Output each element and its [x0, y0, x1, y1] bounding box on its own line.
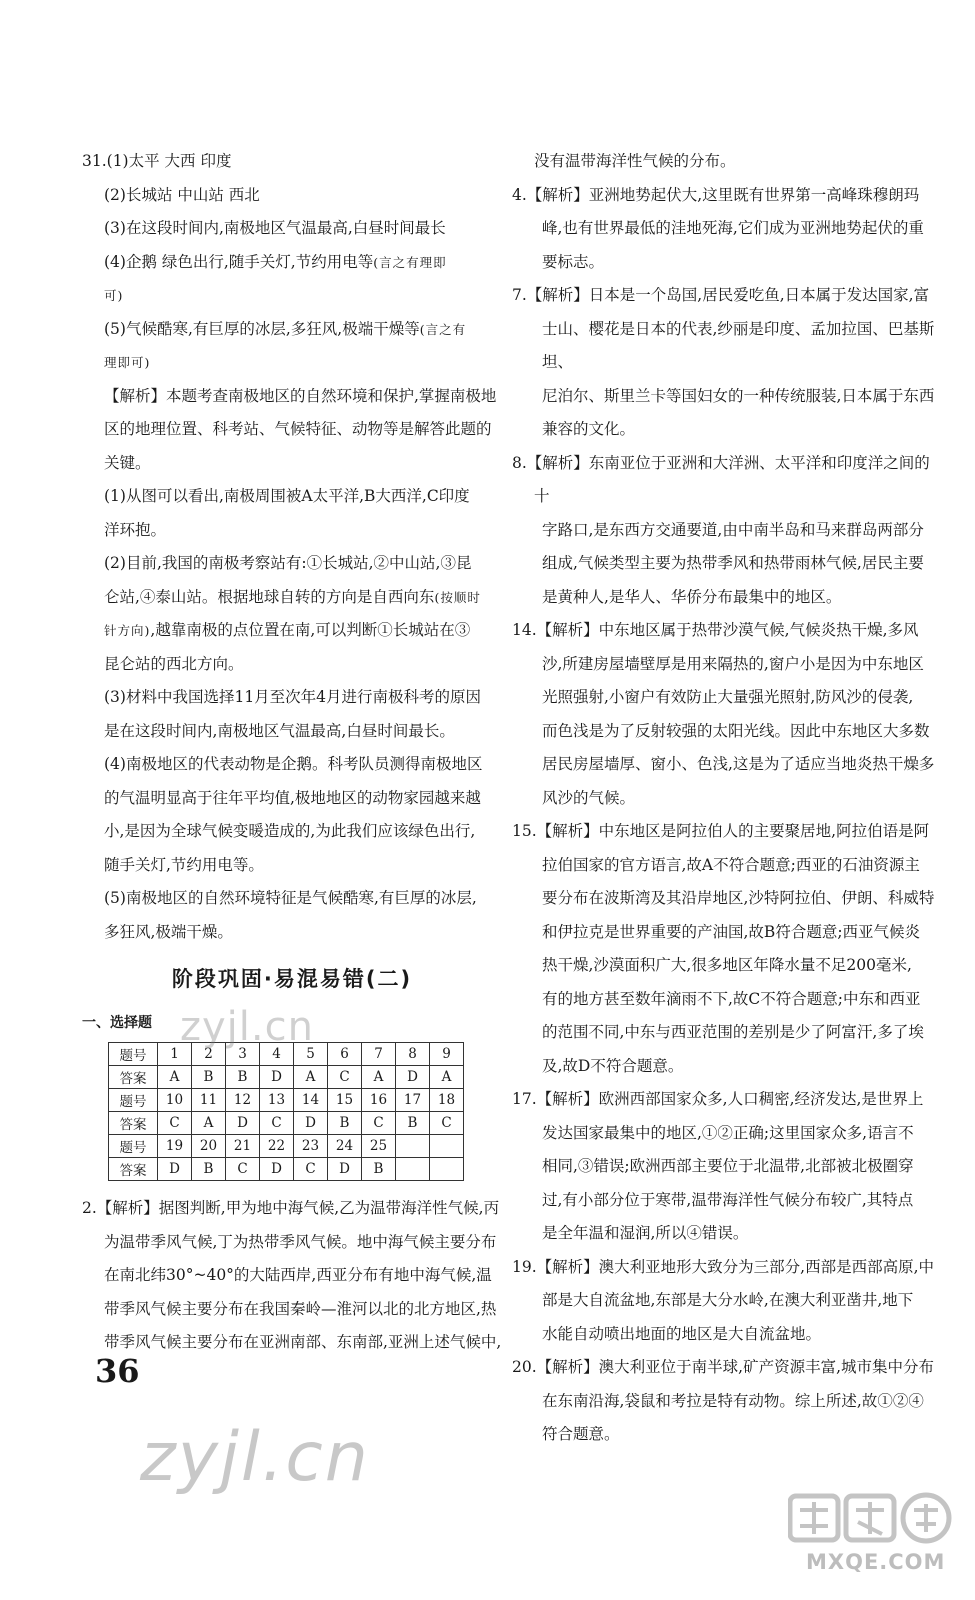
q31-part2: (2)长城站 中山站 西北 — [104, 185, 260, 204]
explanation-line: 是全年温和湿润,所以④错误。 — [542, 1224, 749, 1242]
table-cell: 9 — [430, 1043, 464, 1066]
watermark-logo-icon — [788, 1488, 953, 1548]
explanation-line: 要分布在波斯湾及其沿岸地区,沙特阿拉伯、伊朗、科威特 — [542, 889, 935, 907]
table-cell: 19 — [158, 1135, 192, 1158]
table-cell: D — [396, 1066, 430, 1089]
table-cell: 2 — [192, 1043, 226, 1066]
explanation-line: 部是大自流盆地,东部是大分水岭,在澳大利亚凿井,地下 — [542, 1291, 914, 1309]
table-cell: C — [362, 1112, 396, 1135]
explain-line: 针方向),越靠南极的点位置在南,可以判断①长城站在③ — [104, 621, 471, 639]
explanation-line: 过,有小部分位于寒带,温带海洋性气候分布较广,其特点 — [542, 1190, 914, 1209]
table-cell: A — [192, 1112, 226, 1135]
table-cell: A — [158, 1066, 192, 1089]
table-cell: 13 — [260, 1089, 294, 1112]
table-row-header: 题号 — [109, 1135, 158, 1158]
table-cell: B — [362, 1158, 396, 1181]
table-cell: D — [260, 1158, 294, 1181]
explain-line: 的气温明显高于往年平均值,极地地区的动物家园越来越 — [104, 788, 481, 807]
explanation-line: 7.【解析】日本是一个岛国,居民爱吃鱼,日本属于发达国家,富 — [512, 286, 930, 304]
table-cell: 25 — [362, 1135, 396, 1158]
table-cell: 23 — [294, 1135, 328, 1158]
explain-line: 仑站,④泰山站。根据地球自转的方向是自西向东(按顺时 — [104, 587, 481, 606]
table-cell: 3 — [226, 1043, 260, 1066]
table-row-header: 答案 — [109, 1112, 158, 1135]
table-cell: 24 — [328, 1135, 362, 1158]
explanation-line: 居民房屋墙厚、窗小、色浅,这是为了适应当地炎热干燥多 — [542, 755, 935, 773]
explanation-line: 17.【解析】欧洲西部国家众多,人口稠密,经济发达,是世界上 — [512, 1090, 924, 1108]
analysis-line: 区的地理位置、科考站、气候特征、动物等是解答此题的 — [104, 420, 492, 438]
explanation-line: 20.【解析】澳大利亚位于南半球,矿产资源丰富,城市集中分布 — [512, 1358, 935, 1376]
explanation-line: 尼泊尔、斯里兰卡等国妇女的一种传统服装,日本属于东西 — [542, 386, 935, 405]
table-cell: B — [192, 1158, 226, 1181]
answer-table — [108, 1042, 464, 1181]
table-cell — [396, 1135, 430, 1158]
q31-part4-cont: 可) — [104, 288, 124, 303]
table-cell: D — [260, 1066, 294, 1089]
explanation-line: 发达国家最集中的地区,①②正确;这里国家众多,语言不 — [542, 1123, 914, 1142]
table-cell — [430, 1135, 464, 1158]
table-cell: 11 — [192, 1089, 226, 1112]
explanation-line: 沙,所建房屋墙壁厚是用来隔热的,窗户小是因为中东地区 — [542, 654, 924, 673]
q31-part5: (5)气候酷寒,有巨厚的冰层,多狂风,极端干燥等(言之有 — [104, 319, 467, 338]
table-row — [109, 1066, 464, 1089]
explanation-line: 符合题意。 — [542, 1425, 620, 1443]
explanation-line: 的范围不同,中东与西亚范围的差别是少了阿富汗,多了埃 — [542, 1023, 924, 1041]
table-cell: 22 — [260, 1135, 294, 1158]
q2-explanation — [82, 1192, 502, 1360]
left-column — [82, 145, 502, 949]
explanation-line: 士山、樱花是日本的代表,纱丽是印度、孟加拉国、巴基斯坦、 — [542, 319, 935, 371]
explanation-line: 而色浅是为了反射较强的太阳光线。因此中东地区大多数 — [542, 721, 930, 740]
table-cell: C — [430, 1112, 464, 1135]
table-cell: 1 — [158, 1043, 192, 1066]
table-cell: 15 — [328, 1089, 362, 1112]
q31-part5-cont: 理即可) — [104, 355, 151, 370]
explanation-line: 19.【解析】澳大利亚地形大致分为三部分,西部是西部高原,中 — [512, 1257, 935, 1276]
table-cell — [430, 1158, 464, 1181]
q2-line: 带季风气候主要分布在亚洲南部、东南部,亚洲上述气候中, — [104, 1333, 502, 1351]
table-cell — [396, 1158, 430, 1181]
table-cell: 21 — [226, 1135, 260, 1158]
analysis-line: 【解析】本题考查南极地区的自然环境和保护,掌握南极地 — [104, 386, 497, 405]
explanation-line: 在东南沿海,袋鼠和考拉是特有动物。综上所述,故①②④ — [542, 1391, 924, 1410]
q2-line: 在南北纬30°~40°的大陆西岸,西亚分布有地中海气候,温 — [104, 1266, 492, 1284]
explanation-line: 组成,气候类型主要为热带季风和热带雨林气候,居民主要 — [542, 554, 924, 572]
explain-line: 昆仑站的西北方向。 — [104, 654, 244, 673]
explanation-line: 和伊拉克是世界重要的产油国,故B符合题意;西亚气候炎 — [542, 922, 921, 941]
explanation-line: 8.【解析】东南亚位于亚洲和大洋洲、太平洋和印度洋之间的十 — [512, 453, 930, 505]
table-cell: D — [294, 1112, 328, 1135]
explanation-line: 没有温带海洋性气候的分布。 — [534, 152, 736, 170]
analysis-line: 关键。 — [104, 453, 151, 472]
table-cell: C — [158, 1112, 192, 1135]
q2-line: 带季风气候主要分布在我国秦岭—淮河以北的北方地区,热 — [104, 1299, 497, 1318]
explain-line: 多狂风,极端干燥。 — [104, 922, 233, 941]
page-number: 36 — [95, 1352, 140, 1390]
explanation-line: 要标志。 — [542, 252, 605, 271]
explanation-line: 及,故D不符合题意。 — [542, 1056, 684, 1075]
table-cell: B — [226, 1066, 260, 1089]
table-row — [109, 1158, 464, 1181]
table-cell: B — [192, 1066, 226, 1089]
table-cell: 7 — [362, 1043, 396, 1066]
table-row — [109, 1135, 464, 1158]
explanation-line: 相同,③错误;欧洲西部主要位于北温带,北部被北极圈穿 — [542, 1157, 914, 1175]
explain-line: 洋环抱。 — [104, 520, 167, 539]
table-cell: B — [396, 1112, 430, 1135]
table-cell: 6 — [328, 1043, 362, 1066]
explanation-line: 14.【解析】中东地区属于热带沙漠气候,气候炎热干燥,多风 — [512, 621, 919, 639]
note: (言之有 — [419, 321, 467, 337]
explain-line: 是在这段时间内,南极地区气温最高,白昼时间最长。 — [104, 721, 455, 740]
explanation-line: 兼容的文化。 — [542, 420, 636, 438]
explanation-line: 风沙的气候。 — [542, 788, 636, 807]
explanation-line: 4.【解析】亚洲地势起伏大,这里既有世界第一高峰珠穆朗玛 — [512, 185, 920, 204]
table-row-header: 题号 — [109, 1043, 158, 1066]
watermark-text-large: zyjl.cn — [140, 1418, 370, 1497]
section-title: 阶段巩固·易混易错(二) — [171, 967, 413, 991]
explanation-line: 是黄种人,是华人、华侨分布最集中的地区。 — [542, 587, 842, 606]
explanation-line: 有的地方甚至数年滴雨不下,故C不符合题意;中东和西亚 — [542, 989, 921, 1008]
explain-line: 小,是因为全球气候变暖造成的,为此我们应该绿色出行, — [104, 822, 476, 840]
explanation-line: 拉伯国家的官方语言,故A不符合题意;西亚的石油资源主 — [542, 855, 920, 874]
q31-part1: 31.(1)太平 大西 印度 — [82, 152, 232, 170]
table-row-header: 答案 — [109, 1158, 158, 1181]
q2-line: 为温带季风气候,丁为热带季风气候。地中海气候主要分布 — [104, 1232, 497, 1251]
table-cell: 14 — [294, 1089, 328, 1112]
note: (言之有理即 — [373, 254, 447, 270]
table-cell: 4 — [260, 1043, 294, 1066]
q31-part4: (4)企鹅 绿色出行,随手关灯,节约用电等(言之有理即 — [104, 252, 447, 271]
explanation-line: 水能自动喷出地面的地区是大自流盆地。 — [542, 1324, 822, 1343]
q31-part3: (3)在这段时间内,南极地区气温最高,白昼时间最长 — [104, 219, 446, 237]
table-cell: B — [328, 1112, 362, 1135]
table-cell: A — [362, 1066, 396, 1089]
table-cell: 18 — [430, 1089, 464, 1112]
explain-line: 随手关灯,节约用电等。 — [104, 855, 264, 874]
explain-line: (5)南极地区的自然环境特征是气候酷寒,有巨厚的冰层, — [104, 889, 477, 907]
explain-line: (4)南极地区的代表动物是企鹅。科考队员测得南极地区 — [104, 755, 483, 773]
table-cell: C — [260, 1112, 294, 1135]
table-row-header: 题号 — [109, 1089, 158, 1112]
table-row-header: 答案 — [109, 1066, 158, 1089]
explanation-line: 光照强射,小窗户有效防止大量强光照射,防风沙的侵袭, — [542, 688, 914, 706]
table-cell: 5 — [294, 1043, 328, 1066]
table-cell: D — [158, 1158, 192, 1181]
explanation-line: 热干燥,沙漠面积广大,很多地区年降水量不足200毫米, — [542, 956, 912, 974]
table-cell: 10 — [158, 1089, 192, 1112]
table-cell: 12 — [226, 1089, 260, 1112]
table-cell: A — [294, 1066, 328, 1089]
table-row — [109, 1089, 464, 1112]
q2-line: 2.【解析】据图判断,甲为地中海气候,乙为温带海洋性气候,丙 — [82, 1199, 500, 1217]
table-cell: 8 — [396, 1043, 430, 1066]
table-cell: C — [294, 1158, 328, 1181]
watermark-text: zyjl.cn — [180, 1004, 314, 1050]
section-subtitle: 一、选择题 — [82, 1015, 152, 1031]
table-cell: D — [226, 1112, 260, 1135]
table-cell: C — [226, 1158, 260, 1181]
table-cell: 20 — [192, 1135, 226, 1158]
explanation-line: 字路口,是东西方交通要道,由中南半岛和马来群岛两部分 — [542, 520, 924, 539]
explain-line: (2)目前,我国的南极考察站有:①长城站,②中山站,③昆 — [104, 554, 472, 572]
table-cell: A — [430, 1066, 464, 1089]
explain-line: (3)材料中我国选择11月至次年4月进行南极科考的原因 — [104, 688, 482, 706]
watermark-site: MXQE.COM — [806, 1550, 946, 1574]
table-cell: D — [328, 1158, 362, 1181]
explanation-line: 15.【解析】中东地区是阿拉伯人的主要聚居地,阿拉伯语是阿 — [512, 822, 930, 840]
table-row — [109, 1112, 464, 1135]
right-column — [512, 145, 944, 1452]
table-cell: C — [328, 1066, 362, 1089]
table-cell: 17 — [396, 1089, 430, 1112]
explain-line: (1)从图可以看出,南极周围被A太平洋,B大西洋,C印度 — [104, 487, 470, 505]
table-cell: 16 — [362, 1089, 396, 1112]
explanation-line: 峰,也有世界最低的洼地死海,它们成为亚洲地势起伏的重 — [542, 219, 924, 237]
